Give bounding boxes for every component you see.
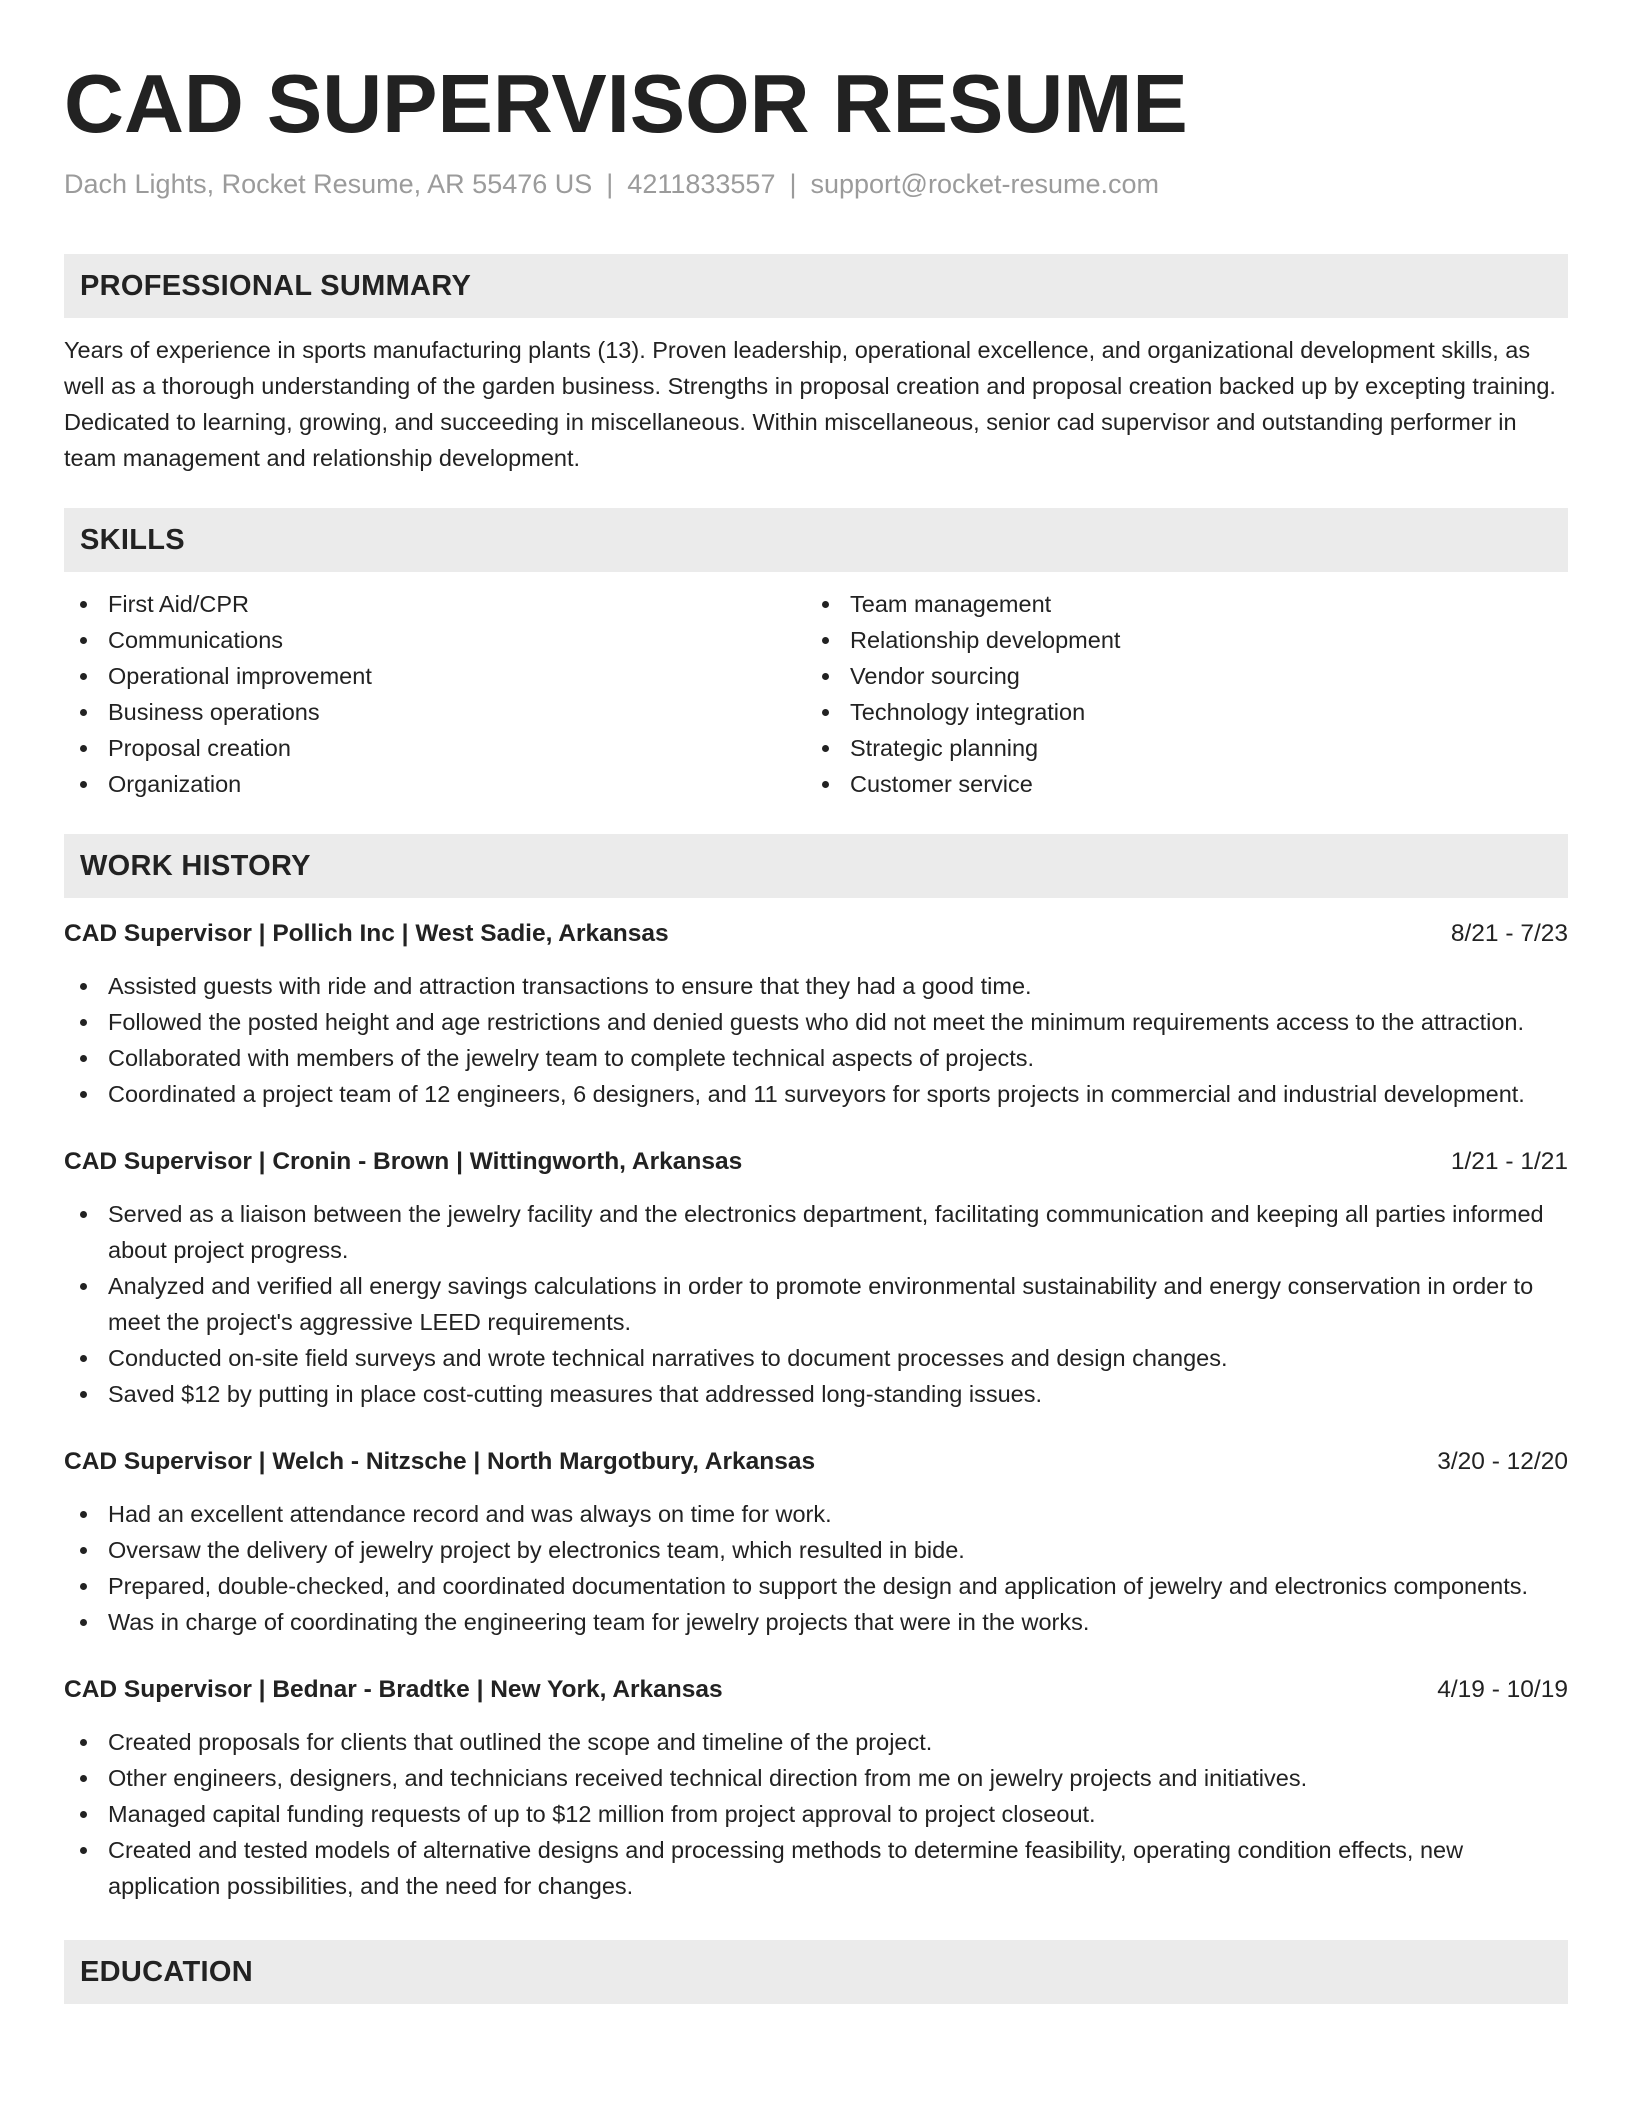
contact-email[interactable]: support@rocket-resume.com [810,169,1160,199]
job-dates: 8/21 - 7/23 [1450,920,1568,947]
job-title: CAD Supervisor | Welch - Nitzsche | North Margotbury, Arkansas [64,1448,816,1475]
contact-separator: | [606,169,614,199]
contact-phone: 4211833557 [627,169,776,199]
resume-title: CAD SUPERVISOR RESUME [64,57,1188,150]
skill-item: Team management [806,586,1548,622]
job-entry [64,916,1568,1112]
job-dates: 4/19 - 10/19 [1437,1676,1568,1703]
job-bullet: Created and tested models of alternative designs and processing methods to determine feasibility, operating condition effects, new application possibilities, and the need for changes. [64,1832,1568,1904]
section-header-work-history: WORK HISTORY [64,834,1568,898]
contact-separator: | [789,169,797,199]
skill-item: Operational improvement [64,658,806,694]
skill-item: Relationship development [806,622,1548,658]
job-bullet: Oversaw the delivery of jewelry project by electronics team, which resulted in bide. [64,1532,1568,1568]
job-bullet: Collaborated with members of the jewelry team to complete technical aspects of projects. [64,1040,1568,1076]
job-header [64,916,1568,952]
job-title: CAD Supervisor | Cronin - Brown | Wittingworth, Arkansas [64,1148,743,1175]
job-header [64,1672,1568,1708]
job-title: CAD Supervisor | Bednar - Bradtke | New York, Arkansas [64,1676,723,1703]
job-bullet: Saved $12 by putting in place cost-cutting measures that addressed long-standing issues. [64,1376,1568,1412]
job-bullet: Followed the posted height and age restrictions and denied guests who did not meet the minimum requirements access to the attraction. [64,1004,1568,1040]
skill-item: Organization [64,766,806,802]
skills-column-right [806,586,1548,802]
job-bullet: Analyzed and verified all energy savings calculations in order to promote environmental sustainability and energy conservation in order to meet the project's aggressive LEED requirements. [64,1268,1568,1340]
skill-item: Customer service [806,766,1548,802]
job-entry [64,1144,1568,1412]
skill-item: Strategic planning [806,730,1548,766]
job-entry [64,1444,1568,1640]
job-bullet: Coordinated a project team of 12 engineers, 6 designers, and 11 surveyors for sports projects in commercial and industrial development. [64,1076,1568,1112]
job-bullet: Prepared, double-checked, and coordinated documentation to support the design and application of jewelry and electronics components. [64,1568,1568,1604]
section-header-summary: PROFESSIONAL SUMMARY [64,254,1568,318]
job-bullet: Was in charge of coordinating the engineering team for jewelry projects that were in the works. [64,1604,1568,1640]
job-entry [64,1672,1568,1904]
contact-line [64,166,1568,202]
job-bullet: Managed capital funding requests of up to $12 million from project approval to project closeout. [64,1796,1568,1832]
section-header-education: EDUCATION [64,1940,1568,2004]
job-bullet: Served as a liaison between the jewelry facility and the electronics department, facilitating communication and keeping all parties informed about project progress. [64,1196,1568,1268]
job-bullet: Assisted guests with ride and attraction transactions to ensure that they had a good time. [64,968,1568,1004]
job-dates: 3/20 - 12/20 [1437,1448,1568,1475]
job-bullets [64,1496,1568,1640]
job-title: CAD Supervisor | Pollich Inc | West Sadie, Arkansas [64,920,669,947]
job-bullet: Created proposals for clients that outlined the scope and timeline of the project. [64,1724,1568,1760]
skills-grid [64,586,1568,802]
job-bullets [64,1196,1568,1412]
skill-item: Proposal creation [64,730,806,766]
skill-item: Communications [64,622,806,658]
job-header [64,1444,1568,1480]
skill-item: Vendor sourcing [806,658,1548,694]
job-bullet: Had an excellent attendance record and was always on time for work. [64,1496,1568,1532]
contact-address: Dach Lights, Rocket Resume, AR 55476 US [64,169,593,199]
skill-item: Business operations [64,694,806,730]
skill-item: Technology integration [806,694,1548,730]
skill-item: First Aid/CPR [64,586,806,622]
job-header [64,1144,1568,1180]
job-bullets [64,968,1568,1112]
skills-column-left [64,586,806,802]
job-dates: 1/21 - 1/21 [1450,1148,1568,1175]
job-bullet: Conducted on-site field surveys and wrote technical narratives to document processes and design changes. [64,1340,1568,1376]
summary-text: Years of experience in sports manufacturing plants (13). Proven leadership, operational excellence, and organizational development skills, as well as a thorough understanding of the garden business. Strengths in proposal creation and proposal creation backed up by excepting training. Dedicated to learning, growing, and succeeding in miscellaneous. Within miscellaneous, senior cad supervisor and outstanding performer in team management and relationship development. [64,337,1556,471]
job-bullets [64,1724,1568,1904]
job-bullet: Other engineers, designers, and technicians received technical direction from me on jewelry projects and initiatives. [64,1760,1568,1796]
section-header-skills: SKILLS [64,508,1568,572]
